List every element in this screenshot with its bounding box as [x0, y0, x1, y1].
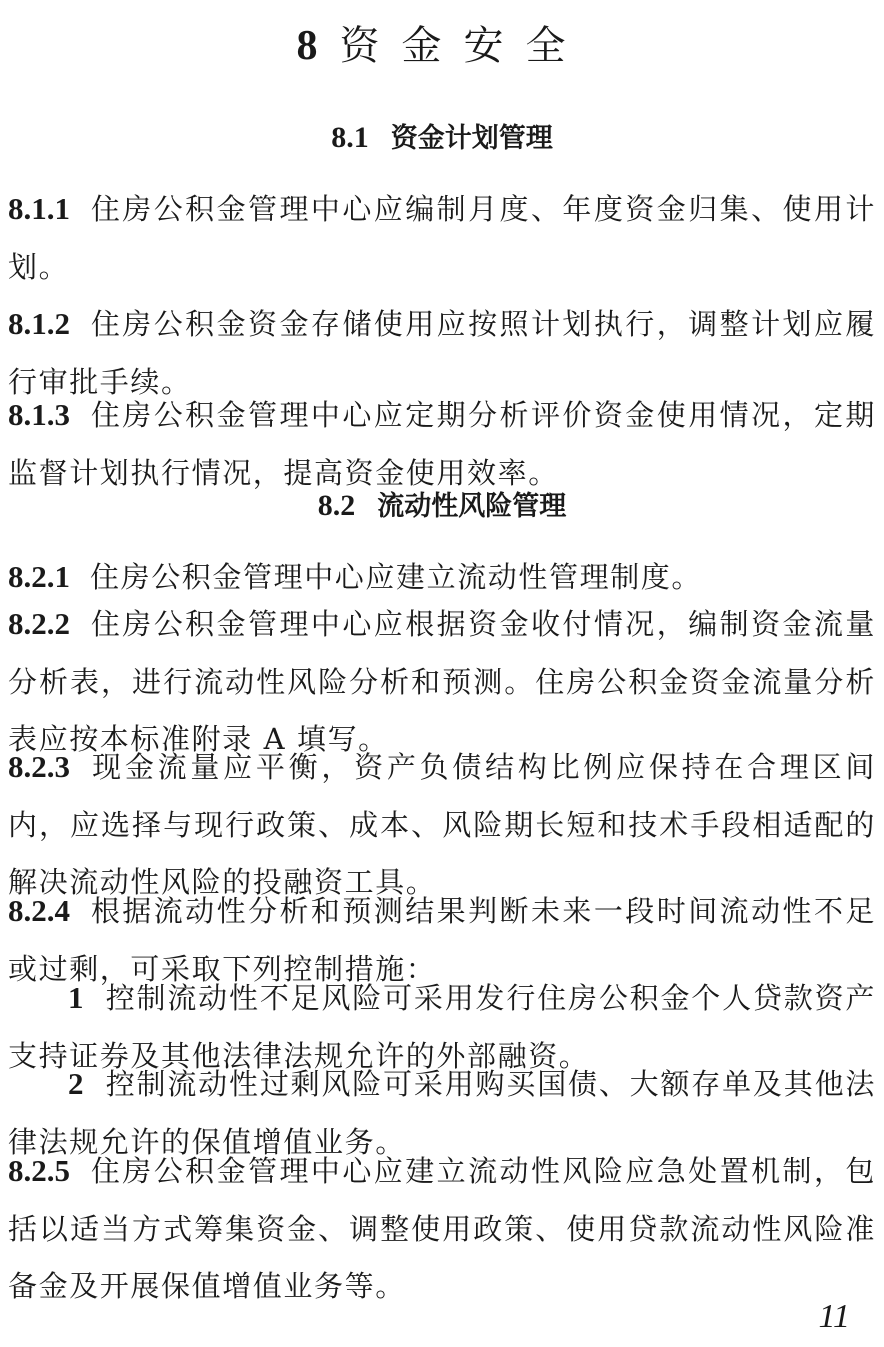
- chapter-title: [0, 18, 884, 74]
- clause-8-1-3: [8, 386, 876, 502]
- clause-8-1-1: [8, 180, 876, 296]
- section-title-8-2: [0, 486, 884, 527]
- clause-text: 现金流量应平衡，资产负债结构比例应保持在合理区间内，应选择与现行政策、成本、风险期长短和技术手段相适配的解决流动性风险的投融资工具。: [8, 750, 876, 899]
- item-text: 控制流动性不足风险可采用发行住房公积金个人贷款资产支持证券及其他法律法规允许的外部融资。: [8, 981, 876, 1073]
- clause-number: 8.2.3: [8, 749, 70, 784]
- item-text: 控制流动性过剩风险可采用购买国债、大额存单及其他法律法规允许的保值增值业务。: [8, 1067, 876, 1159]
- clause-number: 8.1.2: [8, 306, 70, 341]
- clause-number: 8.1.1: [8, 191, 70, 226]
- clause-text: 住房公积金资金存储使用应按照计划执行，调整计划应履行审批手续。: [8, 307, 876, 399]
- section-title-8-1: [0, 118, 884, 159]
- clause-number: 8.1.3: [8, 397, 70, 432]
- clause-number: 8.2.4: [8, 893, 70, 928]
- clause-text: 住房公积金管理中心应根据资金收付情况，编制资金流量分析表，进行流动性风险分析和预测。住房公积金资金流量分析表应按本标准附录 A 填写。: [8, 607, 876, 756]
- clause-text: 住房公积金管理中心应编制月度、年度资金归集、使用计划。: [8, 192, 876, 284]
- item-number: 1: [68, 980, 84, 1015]
- section-number: 8.1: [331, 121, 369, 154]
- clause-text: 根据流动性分析和预测结果判断未来一段时间流动性不足或过剩，可采取下列控制措施：: [8, 894, 876, 986]
- chapter-number: 8: [296, 23, 318, 69]
- clause-number: 8.2.1: [8, 559, 70, 594]
- clause-text: 住房公积金管理中心应定期分析评价资金使用情况，定期监督计划执行情况，提高资金使用效率。: [8, 398, 876, 490]
- item-number: 2: [68, 1066, 84, 1101]
- section-title-text: 流动性风险管理: [377, 491, 567, 522]
- chapter-title-text: 资金安全: [339, 23, 588, 69]
- clause-text: 住房公积金管理中心应建立流动性风险应急处置机制，包括以适当方式筹集资金、调整使用政策、使用贷款流动性风险准备金及开展保值增值业务等。: [8, 1154, 876, 1303]
- clause-number: 8.2.5: [8, 1153, 70, 1188]
- clause-number: 8.2.2: [8, 606, 70, 641]
- page-number: 11: [818, 1298, 850, 1335]
- clause-8-2-5: [8, 1142, 876, 1316]
- clause-text: 住房公积金管理中心应建立流动性管理制度。: [90, 560, 703, 594]
- section-title-text: 资金计划管理: [390, 123, 553, 154]
- section-number: 8.2: [317, 489, 356, 522]
